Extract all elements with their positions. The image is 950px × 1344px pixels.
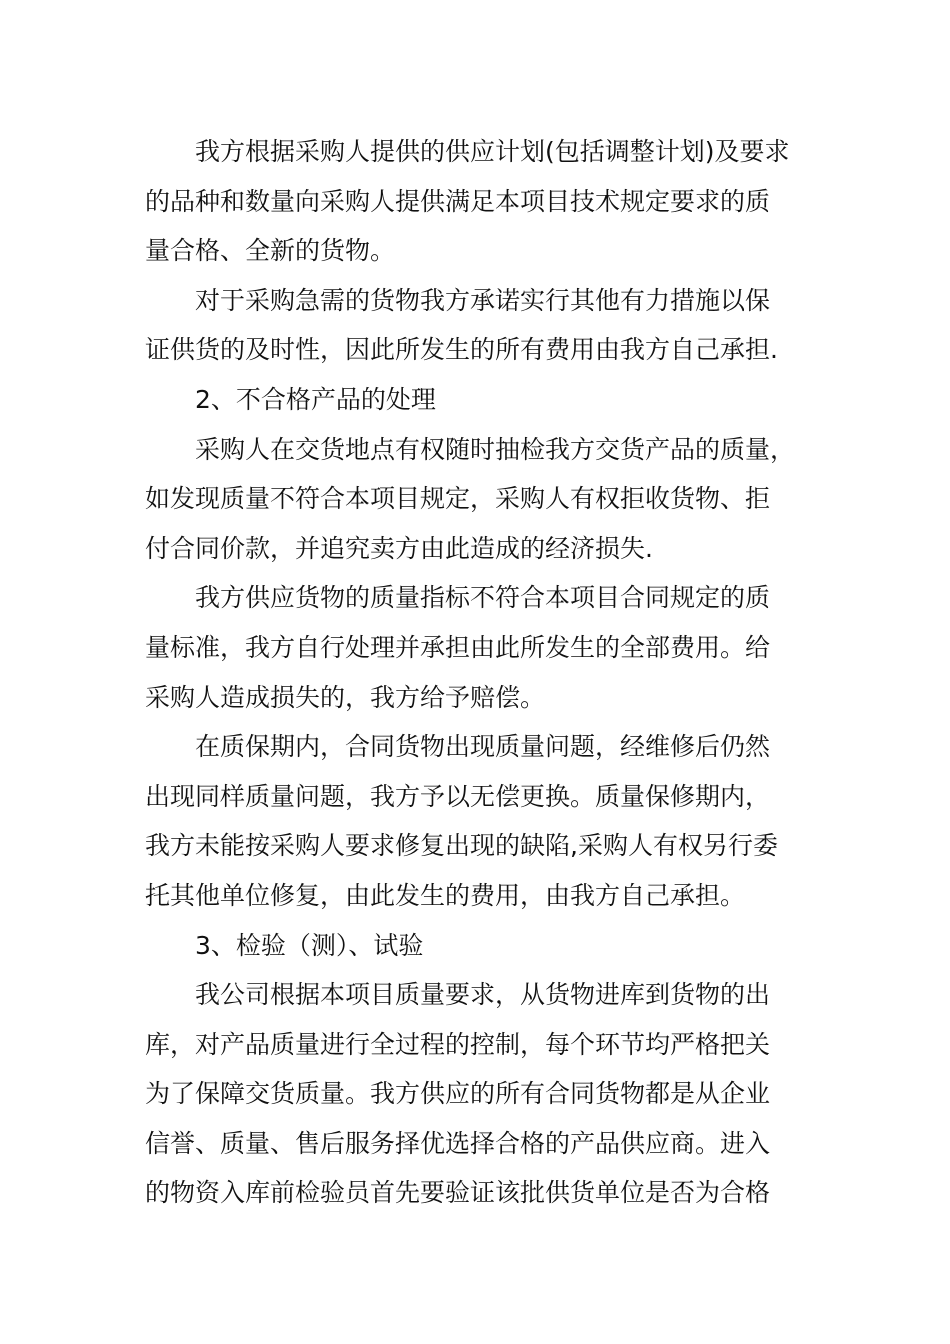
heading-text: 2、不合格产品的处理	[195, 384, 436, 414]
text-line: 为了保障交货质量。我方供应的所有合同货物都是从企业	[145, 1079, 771, 1109]
text-line: 库，对产品质量进行全过程的控制，每个环节均严格把关	[145, 1029, 771, 1059]
text-line: 付合同价款，并追究卖方由此造成的经济损失.	[145, 533, 653, 563]
section-heading-3	[145, 921, 810, 971]
text-line: 的品种和数量向采购人提供满足本项目技术规定要求的质	[145, 186, 771, 216]
text-line: 在质保期内，合同货物出现质量问题，经维修后仍然	[195, 732, 771, 762]
text-line: 我方根据采购人提供的供应计划(包括调整计划)及要求	[195, 137, 790, 166]
text-line: 如发现质量不符合本项目规定，采购人有权拒收货物、拒	[145, 484, 771, 514]
text-line: 采购人在交货地点有权随时抽检我方交货产品的质量，	[195, 434, 796, 464]
paragraph-warranty	[145, 722, 810, 920]
paragraph-urgent-goods	[145, 276, 810, 375]
section-heading-2	[145, 375, 810, 425]
text-line: 量标准，我方自行处理并承担由此所发生的全部费用。给	[145, 632, 771, 662]
text-line: 出现同样质量问题，我方予以无偿更换。质量保修期内，	[145, 781, 771, 811]
text-line: 对于采购急需的货物我方承诺实行其他有力措施以保	[195, 285, 771, 315]
text-line: 托其他单位修复，由此发生的费用，由我方自己承担。	[145, 880, 746, 910]
text-line: 信誉、质量、售后服务择优选择合格的产品供应商。进入	[145, 1128, 771, 1158]
paragraph-inspection-right	[145, 425, 810, 574]
paragraph-quality-standard	[145, 573, 810, 722]
text-line: 量合格、全新的货物。	[145, 236, 396, 266]
text-line: 我公司根据本项目质量要求，从货物进库到货物的出	[195, 980, 771, 1010]
paragraph-quality-control	[145, 970, 810, 1218]
heading-text: 3、检验（测）、试验	[195, 930, 424, 960]
document-body	[145, 127, 810, 1218]
text-line: 证供货的及时性，因此所发生的所有费用由我方自己承担.	[145, 335, 778, 365]
text-line: 我方未能按采购人要求修复出现的缺陷,采购人有权另行委	[145, 831, 778, 861]
text-line: 我方供应货物的质量指标不符合本项目合同规定的质	[195, 583, 771, 613]
text-line: 采购人造成损失的，我方给予赔偿。	[145, 682, 546, 712]
text-line: 的物资入库前检验员首先要验证该批供货单位是否为合格	[145, 1178, 771, 1208]
paragraph-supply-plan	[145, 127, 810, 276]
